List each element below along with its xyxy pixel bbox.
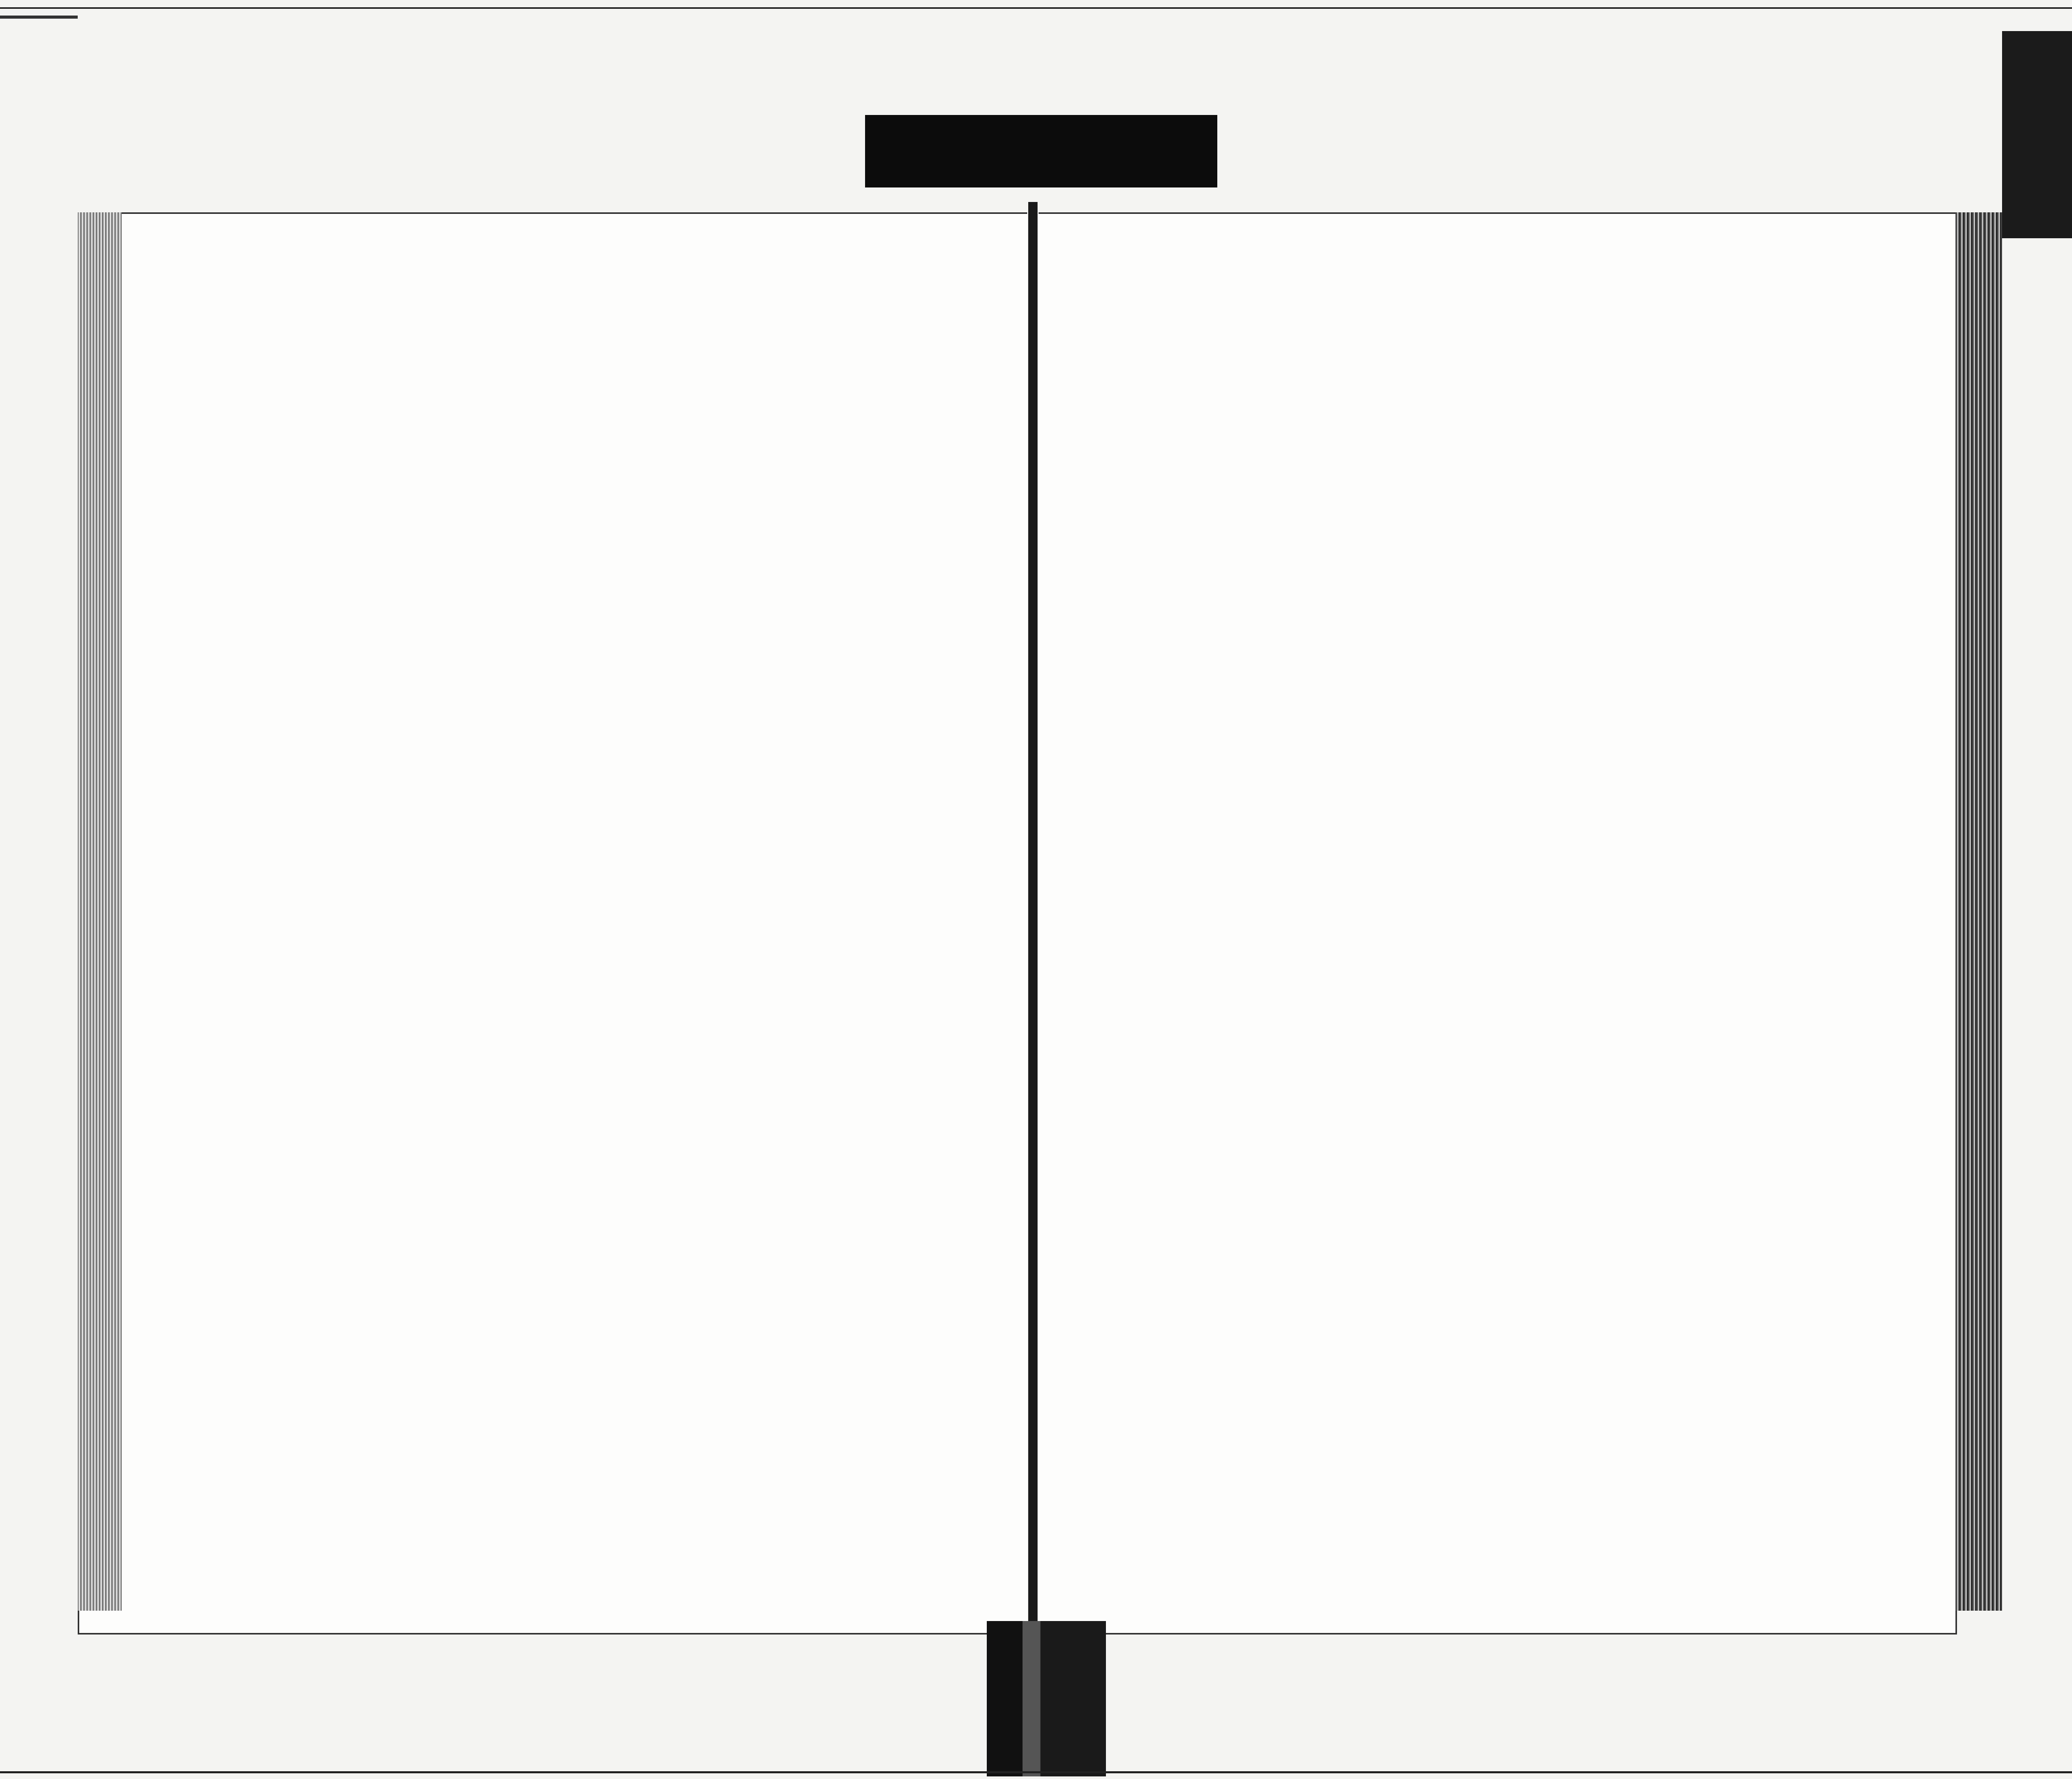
bottom-frame-line bbox=[0, 1771, 2072, 1773]
left-page-edges bbox=[78, 212, 122, 1611]
open-book bbox=[0, 202, 2072, 1637]
book-gutter bbox=[1028, 202, 1038, 1637]
scan-page-number-label bbox=[865, 115, 1217, 187]
top-frame-line bbox=[0, 7, 2072, 9]
book-spine bbox=[987, 1621, 1106, 1776]
left-page bbox=[78, 212, 1027, 1635]
right-page-edges bbox=[1955, 212, 2002, 1611]
right-page bbox=[1039, 212, 1957, 1635]
scan-edge-mark bbox=[0, 16, 78, 19]
